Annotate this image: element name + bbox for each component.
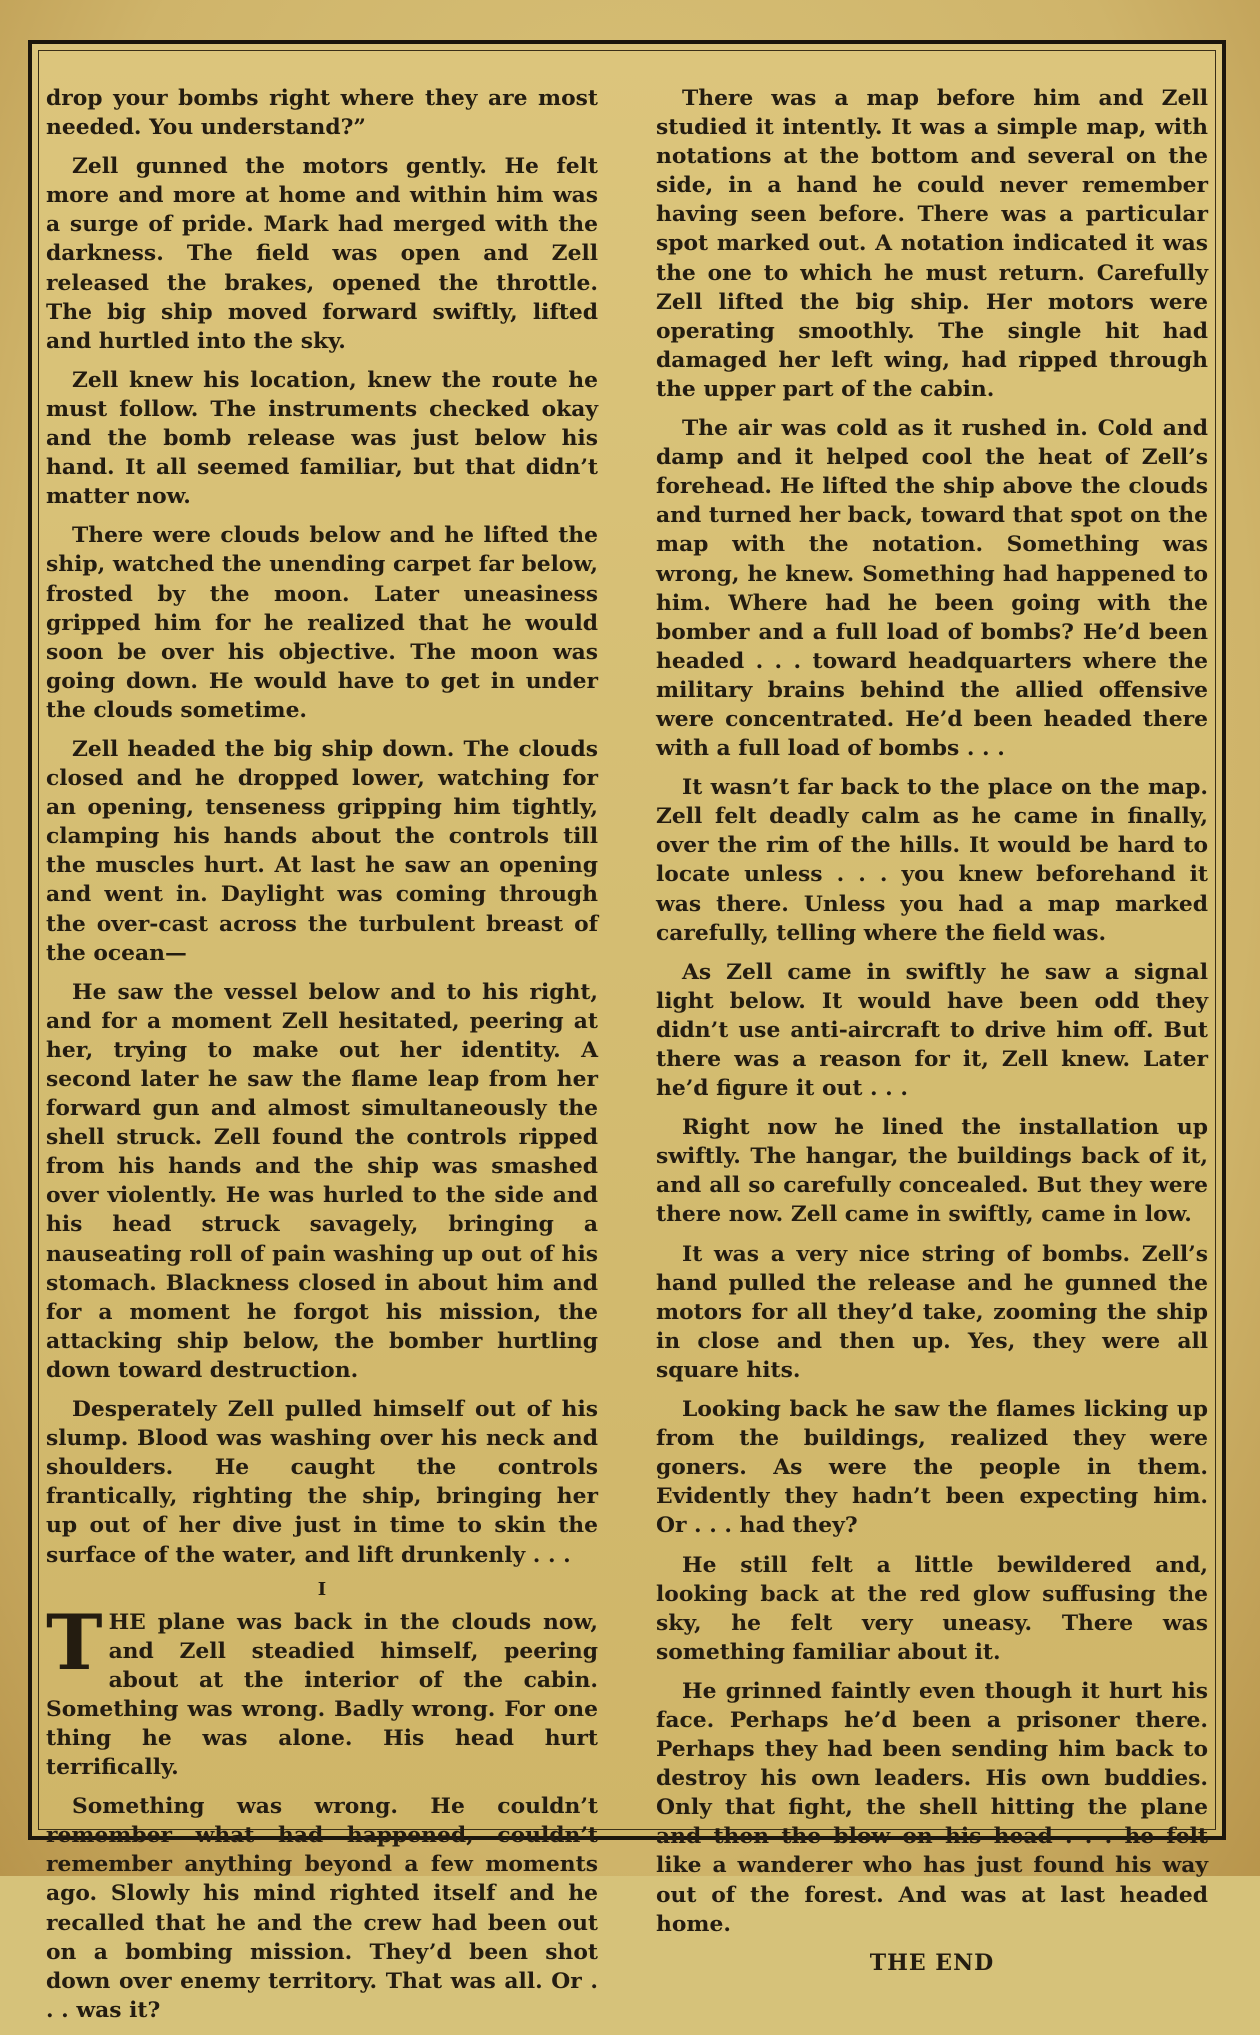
paragraph: He still felt a little bewildered and, looking back at the red glow suffusing the sky, he felt very uneasy. There was something familiar about it. — [656, 1552, 1208, 1665]
paragraph: Desperately Zell pulled himself out of his slump. Blood was washing over his neck and shoulders. He caught the controls frantically, righting the ship, bringing her up out of her dive just in time to skin the surface of the water, and lift drunkenly . . . — [46, 1397, 598, 1568]
paragraph: As Zell came in swiftly he saw a signal light below. It would have been odd they didn’t use anti-aircraft to drive him off. But there was a reason for it, Zell knew. Later he’d figure it out . . . — [656, 959, 1208, 1102]
paragraph: Looking back he saw the flames licking up from the buildings, realized they were goners. As were the people in them. Evidently they hadn’t been expecting him. Or . . . had they? — [656, 1397, 1208, 1539]
paragraph: Something was wrong. He couldn’t remember what had happened, couldn’t remember anything beyond a few moments ago. Slowly his mind righted itself and he recalled that he and the crew had been out on a bombing mission. They’d been shot down over enemy territory. That was all. Or . . . was it? — [46, 1794, 598, 2023]
paragraph: He grinned faintly even though it hurt his face. Perhaps he’d been a prisoner there. Perhaps they had been sending him back to destroy his own leaders. His own buddies. Only that fight, the shell hitting the plane and then the blow on his head . . . he felt like a wanderer who has just found his way out of the forest. And was at last headed home. — [656, 1678, 1208, 1937]
paragraph: The air was cold as it rushed in. Cold and damp and it helped cool the heat of Zell’s forehead. He lifted the ship above the clouds and turned her back, toward that spot on the map with the notation. Something was wrong, he knew. Something had happened to him. Where had he been going with the bomber and a full load of bombs? He’d been headed . . . toward headquarters where the military brains behind the allied offensive were concentrated. He’d been headed there with a full load of bombs . . . — [656, 416, 1208, 762]
paragraph: Zell knew his location, knew the route he must follow. The instruments checked okay and the bomb release was just below his hand. It all seemed familiar, but that didn’t matter now. — [46, 367, 598, 510]
paragraph: It wasn’t far back to the place on the map. Zell felt deadly calm as he came in finally, over the rim of the hills. It would be hard to locate unless . . . you knew beforehand it was there. Unless you had a map marked carefully, telling where the field was. — [656, 775, 1208, 946]
paragraph: Zell gunned the motors gently. He felt more and more at home and within him was a surge of pride. Mark had merged with the darkness. The field was open and Zell released the brakes, opened the throttle. The big ship moved forward swiftly, lifted and hurtled into the sky. — [46, 154, 598, 354]
drop-cap: T — [46, 1597, 103, 1687]
paragraph: There were clouds below and he lifted the ship, watched the unending carpet far below, frosted by the moon. Later uneasiness gripped him for he realized that he would soon be over his objective. The moon was going down. He would have to get in under the clouds sometime. — [46, 523, 598, 723]
right-column — [656, 84, 1208, 1978]
paragraph: He saw the vessel below and to his right, and for a moment Zell hesitated, peering at her, trying to make out her identity. A second later he saw the flame leap from her forward gun and almost simultaneously the shell struck. Zell found the controls ripped from his hands and the ship was smashed over violently. He was hurled to the side and his head struck savagely, bringing a nauseating roll of pain washing up out of his stomach. Blackness closed in about him and for a moment he forgot his mission, the attacking ship below, the bomber hurtling down toward destruction. — [46, 979, 598, 1383]
paragraph: It was a very nice string of bombs. Zell’s hand pulled the release and he gunned the motors for all they’d take, zooming the ship in close and then up. Yes, they were all square hits. — [656, 1241, 1208, 1383]
drop-cap-paragraph-text: HE plane was back in the clouds now, and Zell steadied himself, peering about at the interior of the cabin. Something was wrong. Badly wrong. For one thing he was alone. His head hurt terrifically. — [46, 1609, 598, 1781]
section-divider: I — [317, 1578, 327, 1600]
paragraph: There was a map before him and Zell studied it intently. It was a simple map, with notations at the bottom and several on the side, in a hand he could never remember having seen before. There was a particular spot marked out. A notation indicated it was the one to which he must return. Carefully Zell lifted the big ship. Her motors were operating smoothly. The single hit had damaged her left wing, had ripped through the upper part of the cabin. — [656, 86, 1208, 402]
section-opening-paragraph — [46, 1597, 598, 1783]
paragraph: Zell headed the big ship down. The clouds closed and he dropped lower, watching for an opening, tenseness gripping him tightly, clamping his hands about the controls till the muscles hurt. At last he saw an opening and went in. Daylight was coming through the over-cast across the turbulent breast of the ocean— — [46, 736, 598, 966]
paragraph: drop your bombs right where they are most needed. You understand?” — [46, 86, 598, 141]
the-end-heading: THE END — [869, 1949, 995, 1976]
paragraph: Right now he lined the installation up swiftly. The hangar, the buildings back of it, and all so carefully concealed. But they were there now. Zell came in swiftly, came in low. — [656, 1115, 1208, 1228]
left-column — [46, 84, 598, 2035]
